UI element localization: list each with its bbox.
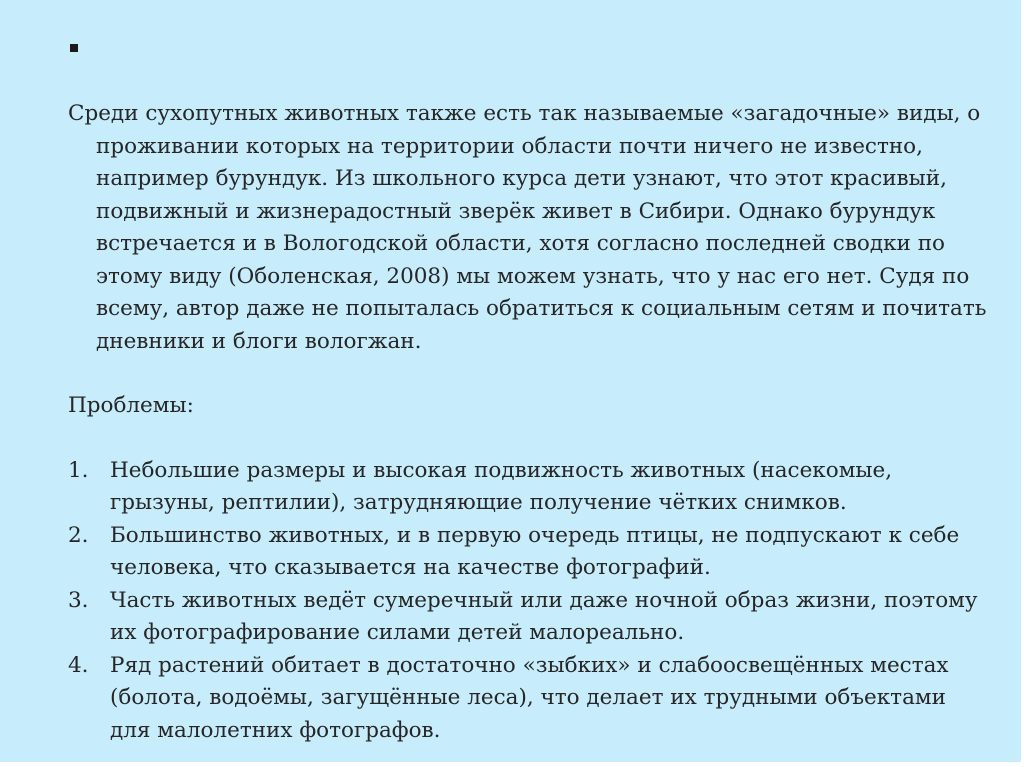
intro-paragraph: Среди сухопутных животных также есть так называемые «загадочные» виды, о проживании которых на территории области почти ничего не известно, например бурундук. Из школьного курса дети узнают, что этот красивый, подвижный и жизнерадостный зверёк живет в Сибири. Однако бурундук встречается и в Вологодской области, хотя согласно последней сводки по этому виду (Оболенская, 2008) мы можем узнать, что у нас его нет. Судя по всему, автор даже не попыталась обратиться к социальным сетям и почитать дневники и блоги вологжан. (68, 101, 987, 354)
problem-text: Небольшие размеры и высокая подвижность животных (насекомые, грызуны, рептилии), затрудняющие получение чётких снимков. (110, 457, 893, 515)
slide-edge-bottom (0, 762, 1024, 767)
problem-number: 1. (68, 457, 89, 483)
problem-item (68, 455, 988, 520)
problem-number: 3. (68, 587, 89, 613)
square-bullet-icon (70, 44, 78, 52)
spacer (68, 358, 988, 390)
problem-text: Ряд растений обитает в достаточно «зыбких» и слабоосвещённых местах (болота, водоёмы, загущённые леса), что делает их трудными объектами для малолетних фотографов. (110, 652, 949, 743)
problem-text: Большинство животных, и в первую очередь птицы, не подпускают к себе человека, что сказывается на качестве фотографий. (110, 522, 960, 580)
problem-list (68, 455, 988, 748)
problem-number: 4. (68, 652, 89, 678)
spacer (68, 423, 988, 455)
problems-heading: Проблемы: (68, 393, 194, 418)
problem-number: 2. (68, 522, 89, 548)
slide-content (68, 40, 988, 747)
problem-item (68, 520, 988, 585)
problem-item (68, 585, 988, 650)
problem-text: Часть животных ведёт сумеречный или даже ночной образ жизни, поэтому их фотографирование силами детей малореально. (110, 587, 978, 645)
problem-item (68, 650, 988, 748)
